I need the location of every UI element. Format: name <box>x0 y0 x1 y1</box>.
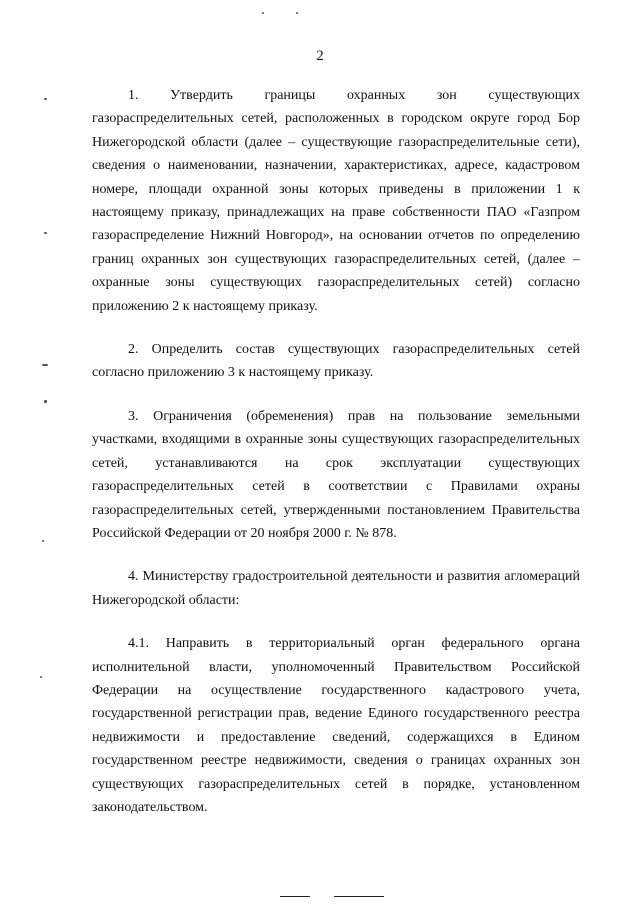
paragraph-2: 2. Определить состав существующих газораспределительных сетей согласно приложению 3 к настоящему приказу. <box>92 342 580 381</box>
scan-speck <box>296 12 298 14</box>
scan-speck <box>44 232 47 234</box>
scan-speck <box>42 364 48 366</box>
page-number: 2 <box>316 48 324 64</box>
paragraph-3: 3. Ограничения (обременения) прав на пользование земельными участками, входящими в охранные зоны существующих газораспределительных сетей, устанавливаются на срок эксплуатации существующих газораспределительных сетей в соответствии с Правилами охраны газораспределительных сетей, утвержденными постановлением Правительства Российской Федерации от 20 ноября 2000 г. № 878. <box>92 408 580 541</box>
scan-speck <box>42 540 44 542</box>
scan-speck <box>44 98 47 100</box>
footer-rule <box>280 896 310 897</box>
scan-speck <box>40 676 42 678</box>
paragraph-4-1: 4.1. Направить в территориальный орган федерального органа исполнительной власти, уполномоченный Правительством Российской Федерации на осуществление государственного кадастрового учета, государственной регистрации прав, ведение Единого государственного реестра недвижимости и предоставление сведений, содержащихся в Едином государственном реестре недвижимости, сведения о границах охранных зон существующих газораспределительных сетей в порядке, установленном законодательством. <box>92 636 580 815</box>
document-body <box>92 84 580 839</box>
paragraph-1: 1. Утвердить границы охранных зон существующих газораспределительных сетей, расположенных в городском округе город Бор Нижегородской области (далее – существующие газораспределительные сети), сведения о наименовании, назначении, характеристиках, адресе, кадастровом номере, площади охранной зоны которых приведены в приложении 1 к настоящему приказу, принадлежащих на праве собственности ПАО «Газпром газораспределение Нижний Новгород», на основании отчетов по определению границ охранных зон существующих газораспределительных сетей, (далее – охранные зоны существующих газораспределительных сетей) согласно приложению 2 к настоящему приказу. <box>92 88 580 314</box>
scan-speck <box>44 400 47 403</box>
paragraph-4: 4. Министерству градостроительной деятельности и развития агломераций Нижегородской области: <box>92 569 580 608</box>
scan-speck <box>262 12 264 14</box>
footer-rule <box>334 896 384 897</box>
